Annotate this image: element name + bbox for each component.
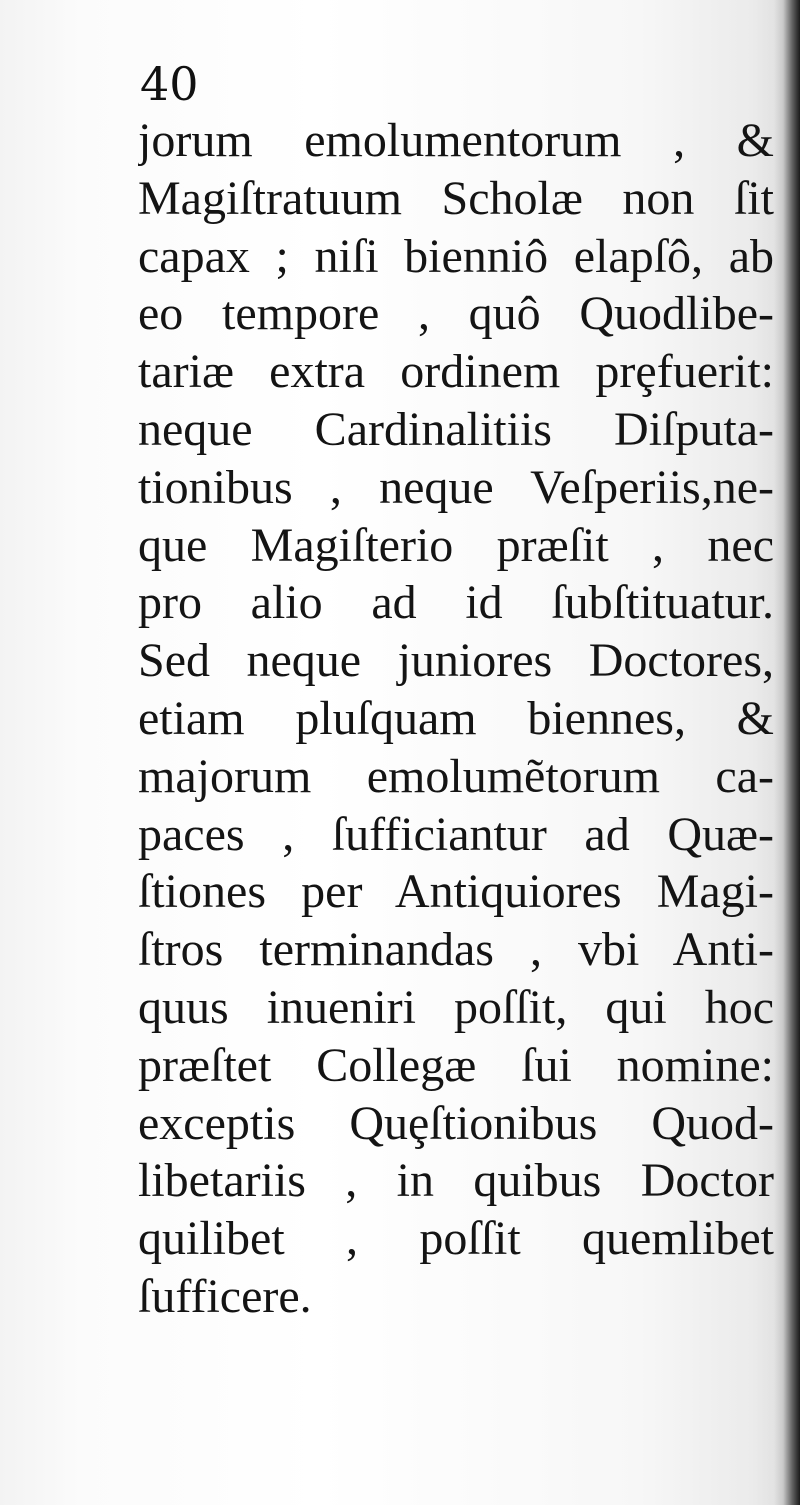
text-line: capax ; niſi bienniô elapſô, ab bbox=[138, 229, 774, 283]
text-line: Sed neque juniores Doctores, bbox=[138, 634, 774, 688]
book-spine-shadow bbox=[774, 0, 800, 1505]
text-line: tionibus , neque Veſperiis,ne- bbox=[138, 460, 774, 514]
text-line: libetariis , in quibus Doctor bbox=[138, 1154, 774, 1208]
text-line: ſtros terminandas , vbi Anti- bbox=[138, 923, 774, 977]
body-text bbox=[138, 112, 774, 1326]
text-line: que Magiſterio præſit , nec bbox=[138, 518, 774, 572]
text-line-last: ſufficere. bbox=[138, 1269, 312, 1323]
text-line: neque Cardinalitiis Diſputa- bbox=[138, 402, 774, 456]
text-line: tariæ extra ordinem prȩfuerit: bbox=[138, 345, 774, 399]
text-line: præſtet Collegæ ſui nomine: bbox=[138, 1038, 774, 1092]
text-line: paces , ſufficiantur ad Quæ- bbox=[138, 807, 774, 861]
text-line: quus inueniri poſſit, qui hoc bbox=[138, 980, 774, 1034]
text-line: quilibet , poſſit quemlibet bbox=[138, 1212, 774, 1266]
text-line: ſtiones per Antiquiores Magi- bbox=[138, 865, 774, 919]
page-number: 40 bbox=[140, 57, 199, 111]
text-line: eo tempore , quô Quodlibe- bbox=[138, 287, 774, 341]
text-line: pro alio ad id ſubſtituatur. bbox=[138, 576, 774, 630]
text-line: majorum emolumẽtorum ca- bbox=[138, 749, 774, 803]
text-line: exceptis Quȩſtionibus Quod- bbox=[138, 1096, 774, 1150]
text-line: jorum emolumentorum , & bbox=[138, 114, 774, 167]
text-line: Magiſtratuum Scholæ non ſit bbox=[138, 171, 774, 225]
text-line: etiam pluſquam biennes, & bbox=[138, 691, 774, 745]
